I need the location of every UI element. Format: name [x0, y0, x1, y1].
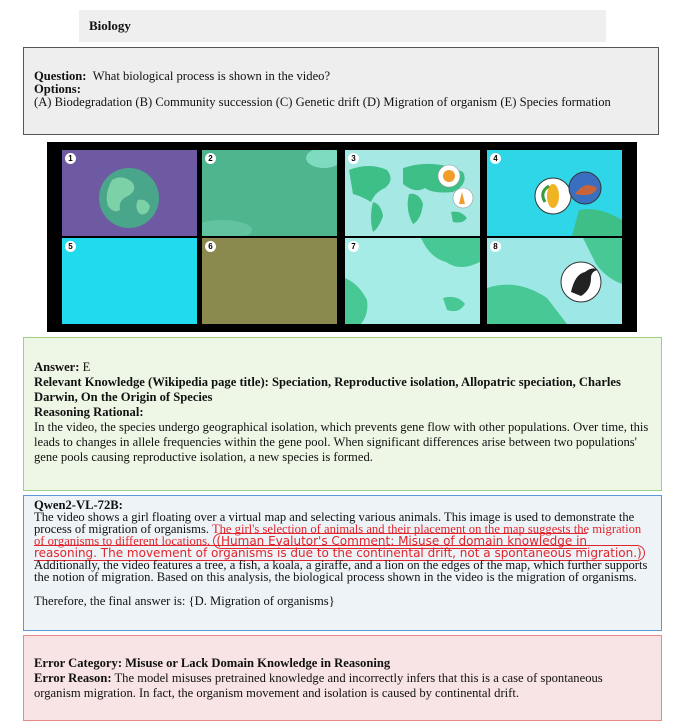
- error-reason-label: Error Reason:: [34, 671, 112, 685]
- globe-image: [62, 150, 197, 236]
- frame-number: 4: [490, 153, 501, 164]
- frame-number: 7: [348, 241, 359, 252]
- rational-label: Reasoning Rational:: [34, 405, 144, 419]
- continents-image: [345, 238, 480, 324]
- options-label: Options:: [34, 82, 81, 96]
- question-text: What biological process is shown in the video?: [92, 69, 331, 83]
- frame-number: 8: [490, 241, 501, 252]
- error-box: [23, 635, 662, 721]
- error-category-label: Error Category:: [34, 656, 123, 670]
- frame-4: [487, 150, 622, 236]
- knowledge-label: Relevant Knowledge (Wikipedia page title):: [34, 375, 269, 389]
- frame-number: 1: [65, 153, 76, 164]
- species-bubbles-image: [487, 150, 622, 236]
- model-red-text: The girl's selection of animals and their placement on the map suggests the migration of organisms to different locations.: [34, 522, 642, 548]
- rational-text: In the video, the species undergo geographical isolation, which prevents gene flow with other populations. Over time, this leads to changes in allele frequencies within the gene pool. When significant differences arise between two populations' gene pools causing reproductive isolation, a new species is formed.: [34, 420, 649, 464]
- subject-title: Biology: [89, 18, 131, 33]
- frame-7: [345, 238, 480, 324]
- frame-3: [345, 150, 480, 236]
- model-text-2: Additionally, the video features a tree, a fish, a koala, a giraffe, and a lion on the edges of the map, which further supports the notion of migration. Based on this analysis, the biological process shown in the video is the migration of organisms.: [34, 558, 648, 584]
- model-final-answer: Therefore, the final answer is: {D. Migration of organisms}: [34, 594, 335, 608]
- question-box: [23, 47, 659, 135]
- video-frames: [47, 142, 637, 332]
- frame-number: 5: [65, 241, 76, 252]
- frame-number: 6: [205, 241, 216, 252]
- subject-header: [79, 10, 606, 42]
- frame-8: [487, 238, 622, 324]
- land-image: [202, 150, 337, 236]
- knowledge-text: Speciation, Reproductive isolation, Allopatric speciation, Charles Darwin, On the Origin of Species: [34, 375, 621, 404]
- error-category: Misuse or Lack Domain Knowledge in Reasoning: [125, 656, 391, 670]
- frame-5: [62, 238, 197, 324]
- evaluator-comment: (Human Evalutor's Comment: Misuse of domain knowledge in reasoning. The movement of organisms is due to the continental drift, not a spontaneous migration.): [34, 533, 645, 561]
- frame-2: [202, 150, 337, 236]
- model-text-1: The video shows a girl floating over a virtual map and selecting various animals. This image is used to demonstrate the process of migration of organisms.: [34, 510, 635, 536]
- answer-label: Answer:: [34, 360, 80, 374]
- frame-1: [62, 150, 197, 236]
- world-map-image: [345, 150, 480, 236]
- frame-6: [202, 238, 337, 324]
- answer-box: [23, 337, 662, 491]
- options-text: (A) Biodegradation (B) Community succession (C) Genetic drift (D) Migration of organism (E) Species formation: [34, 95, 611, 109]
- error-reason: The model misuses pretrained knowledge and incorrectly infers that this is a case of spontaneous organism migration. In fact, the organism movement and isolation is caused by continental drift.: [34, 671, 603, 700]
- model-response-box: [23, 495, 662, 631]
- bird-bubble-image: [487, 238, 622, 324]
- answer-value: E: [82, 360, 91, 374]
- frame-number: 3: [348, 153, 359, 164]
- question-label: Question:: [34, 69, 87, 83]
- model-name: Qwen2-VL-72B:: [34, 498, 123, 512]
- frame-number: 2: [205, 153, 216, 164]
